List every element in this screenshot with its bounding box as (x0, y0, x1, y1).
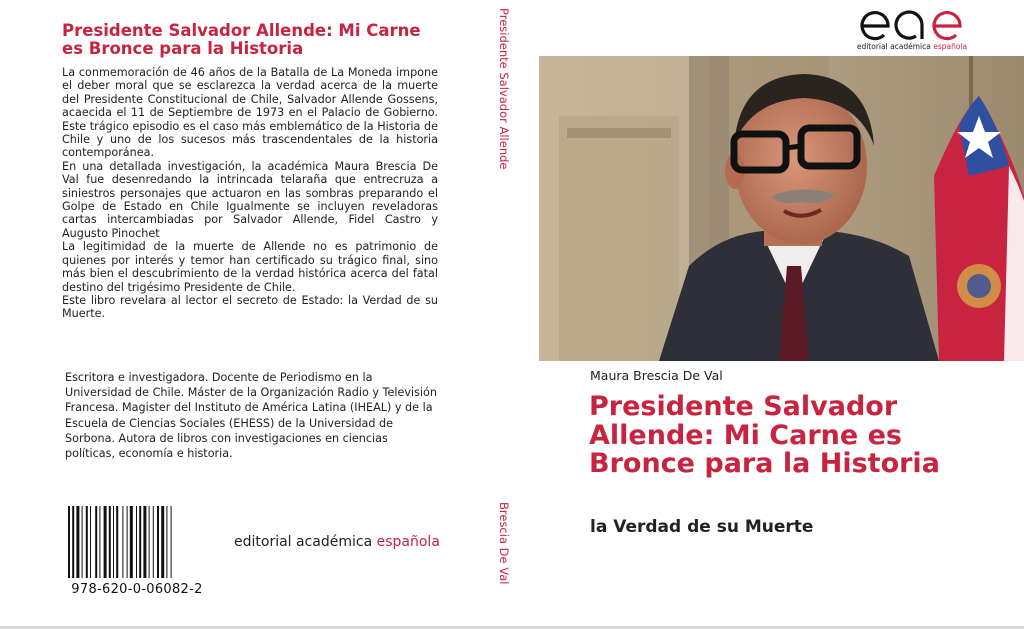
portrait-photo-icon (539, 56, 1024, 361)
spine-author: Brescia De Val (497, 502, 511, 585)
publisher-name-accent: española (376, 534, 440, 550)
publisher-logo (856, 8, 968, 54)
front-title: Presidente Salvador Allende: Mi Carne es Bronce para la Historia (589, 391, 940, 479)
blurb-paragraph: En una detallada investigación, la académica Maura Brescia De Val fue desenredando la intrincada telaraña que entrecruza a siniestros personajes que actuaron en las sombras preparando el Golpe de Estado en Chile Igualmente se incluyen reveladoras cartas intercambiadas por Salvador Allende, Fidel Castro y Augusto Pinochet (62, 159, 438, 240)
spine (493, 0, 523, 629)
back-publisher-name (234, 534, 440, 550)
front-author: Maura Brescia De Val (590, 368, 723, 383)
blurb-paragraph: Este libro revelara al lector el secreto de Estado: la Verdad de su Muerte. (62, 293, 438, 321)
isbn-number: 978-620-0-06082-2 (71, 582, 203, 597)
author-bio: Escritora e investigadora. Docente de Periodismo en la Universidad de Chile. Máster de la Organización Radio y Televisión Francesa. Magister del Instituto de América Latina (IHEAL) y de la Escuela de Ciencias Sociales (EHESS) de la Universidad de Sorbona. Autora de libros con investigaciones en ciencias políticas, economía e historia. (65, 371, 437, 461)
logo-text-accent: española (933, 42, 968, 51)
cover-photo (539, 56, 1024, 361)
front-subtitle: la Verdad de su Muerte (590, 517, 814, 537)
blurb-paragraph: La legitimidad de la muerte de Allende no es patrimonio de quienes por interés y temor han certificado su trágico final, sino más bien el descubrimiento de la verdad histórica acerca del fatal destino del trigésimo Presidente de Chile. (62, 240, 438, 294)
barcode (64, 506, 210, 601)
logo-text (856, 42, 968, 51)
barcode-icon (64, 506, 210, 580)
blurb-paragraph: La conmemoración de 46 años de la Batalla de La Moneda impone el deber moral que se esclarezca la verdad acerca de la muerte del Presidente Constitucional de Chile, Salvador Allende Gossens, acaecida el 11 de Septiembre de 1973 en el Palacio de Gobierno. Este trágico episodio es el caso más emblemático de la Historia de Chile y uno de los sucesos más trascendentales de la historia contemporánea. (62, 66, 438, 160)
front-cover (536, 0, 1024, 629)
spine-title: Presidente Salvador Allende (497, 8, 511, 170)
back-cover-blurb (62, 66, 438, 321)
back-cover (0, 0, 490, 629)
eae-logo-icon (856, 8, 968, 42)
back-cover-title: Presidente Salvador Allende: Mi Carne es Bronce para la Historia (62, 21, 421, 58)
logo-text-main: editorial académica (856, 42, 934, 51)
publisher-name-main: editorial académica (234, 534, 377, 550)
